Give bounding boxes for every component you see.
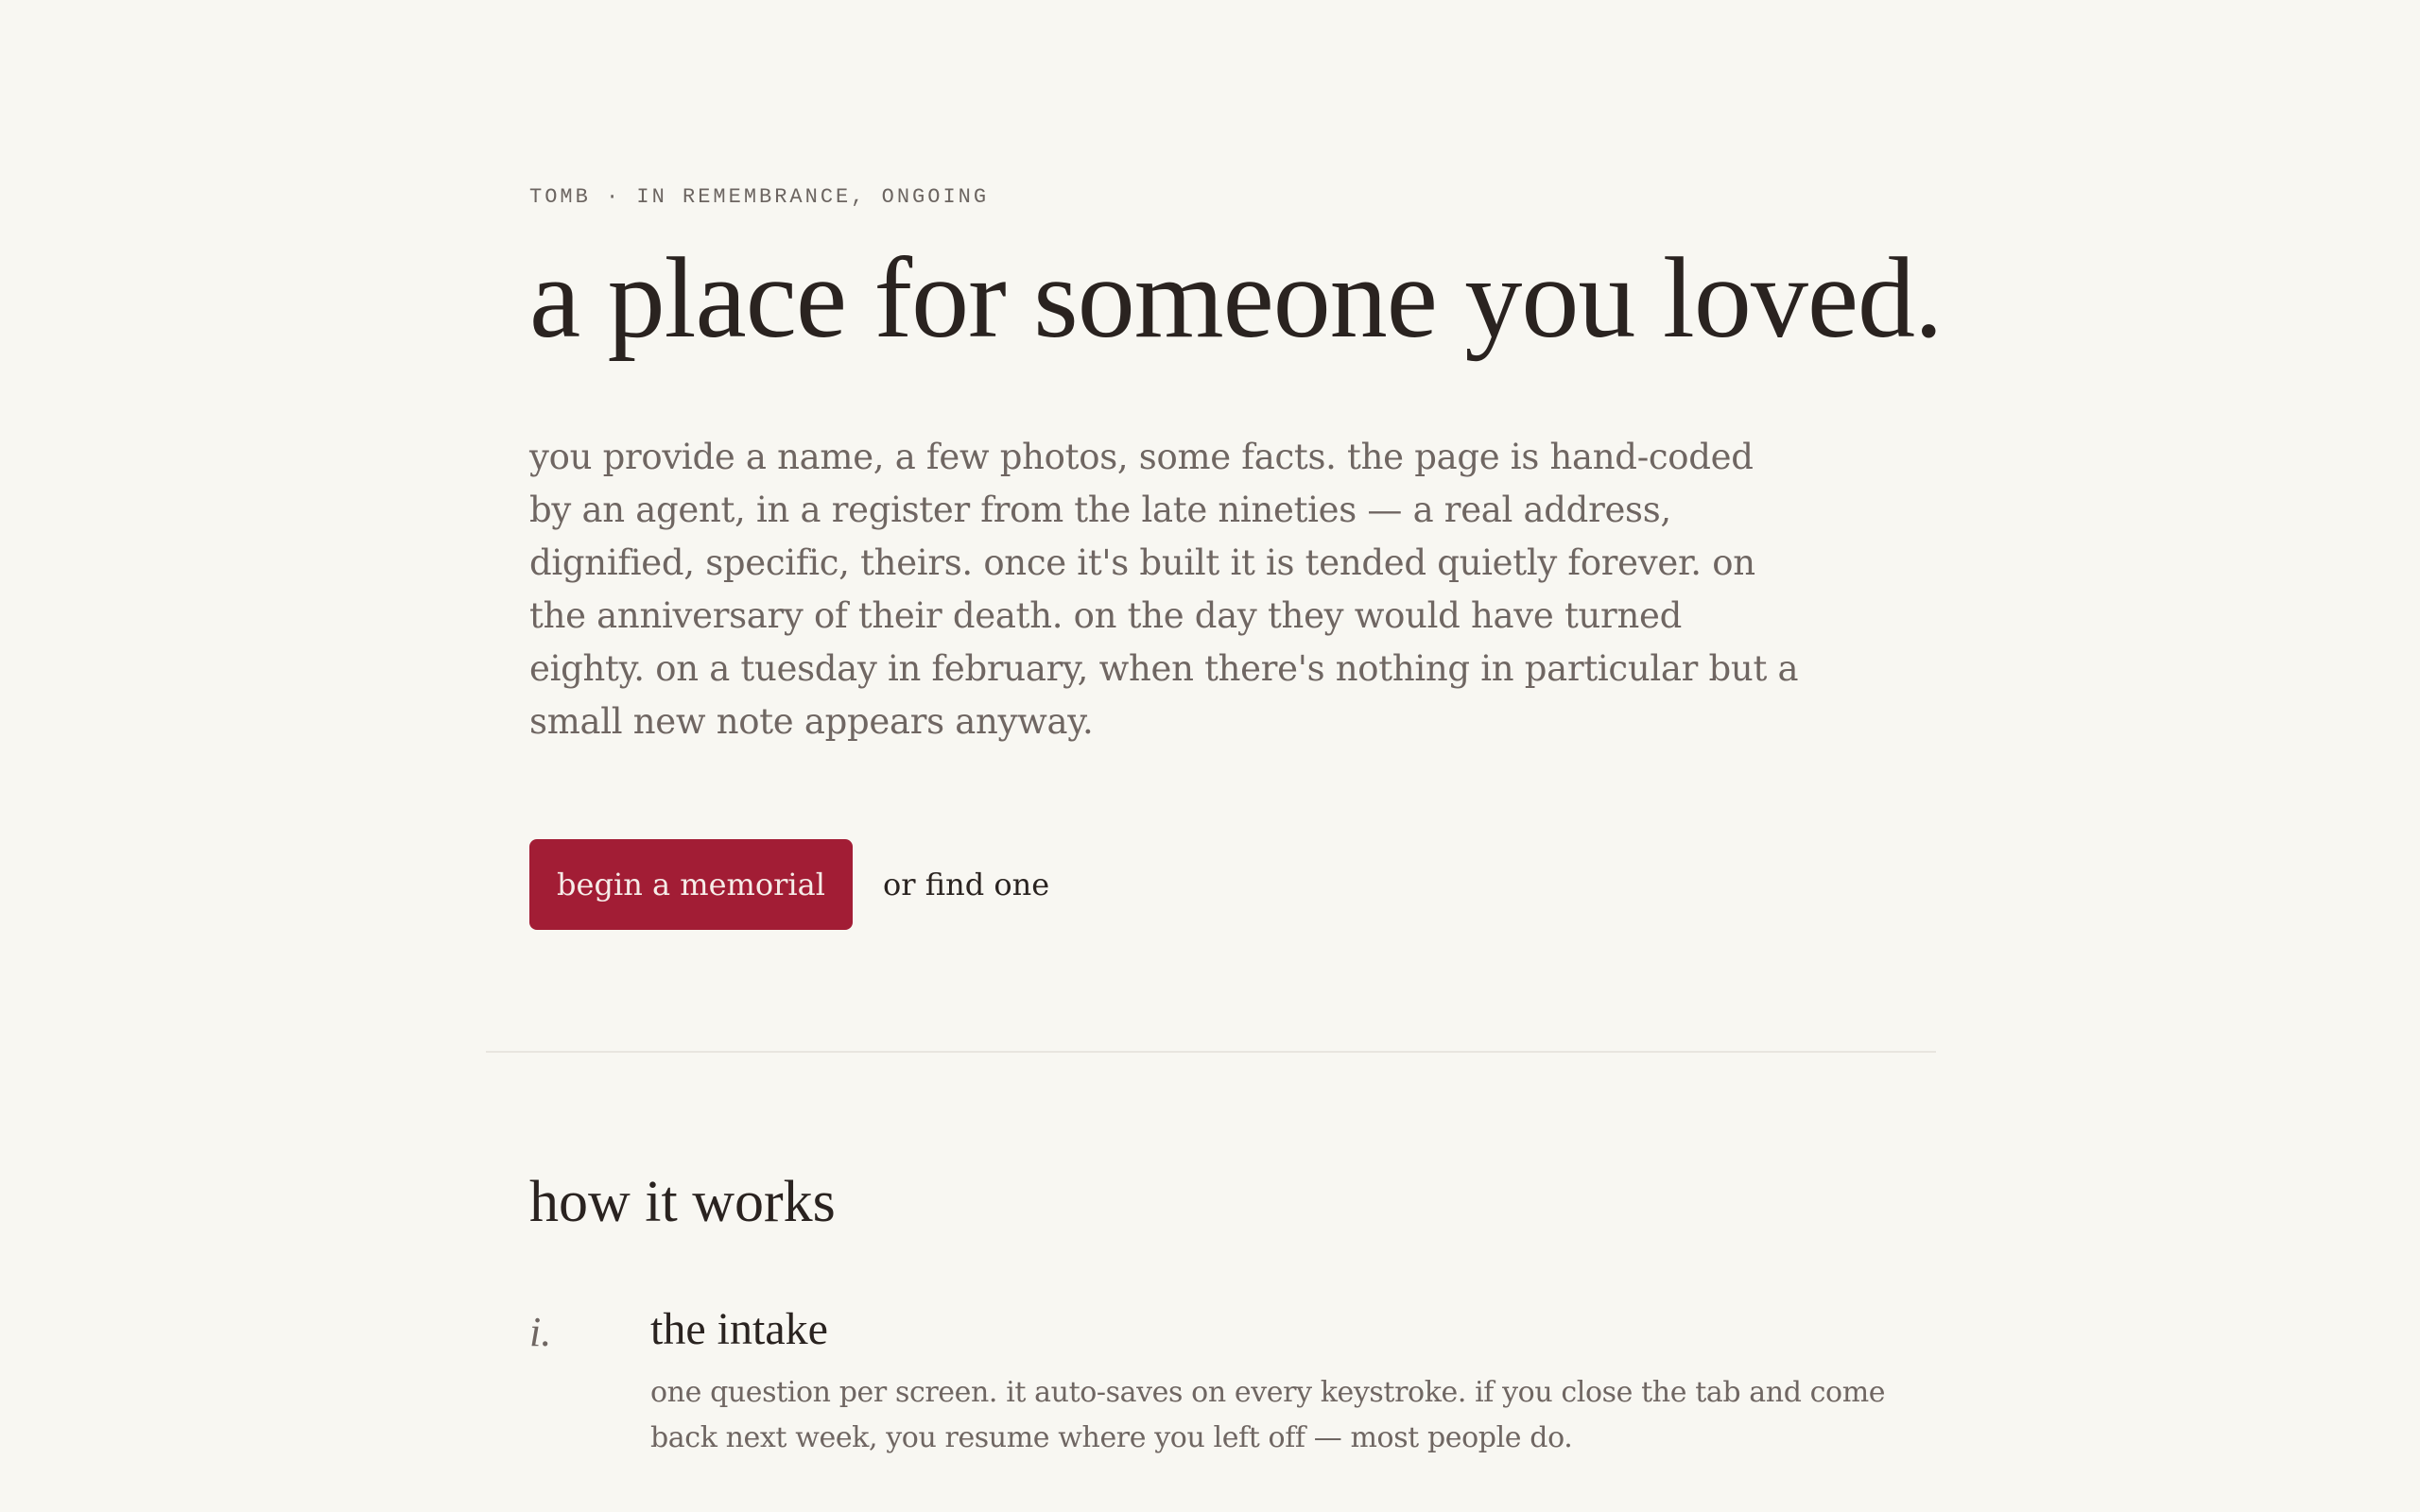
find-memorial-link[interactable]: or find one xyxy=(883,867,1050,902)
hero-actions xyxy=(529,839,1049,930)
section-divider xyxy=(486,1051,1936,1053)
begin-memorial-button[interactable]: begin a memorial xyxy=(529,839,853,930)
step-number: i. xyxy=(529,1309,552,1355)
hero-eyebrow: TOMB · IN REMEMBRANCE, ONGOING xyxy=(529,185,990,209)
hero-title: a place for someone you loved. xyxy=(529,234,1943,362)
how-it-works-title: how it works xyxy=(529,1170,836,1234)
hero-description: you provide a name, a few photos, some facts. the page is hand-coded by an agent, in a register from the late nineties — a real address, dignified, specific, theirs. once it's built it is tended quietly forever. on the anniversary of their death. on the day they would have turned eighty. on a tuesday in february, when there's nothing in particular but a small new note appears anyway. xyxy=(529,437,1799,742)
step-description: one question per screen. it auto-saves on every keystroke. if you close the tab and come back next week, you resume where you left off — most people do. xyxy=(650,1376,1886,1454)
step-title: the intake xyxy=(650,1304,828,1354)
